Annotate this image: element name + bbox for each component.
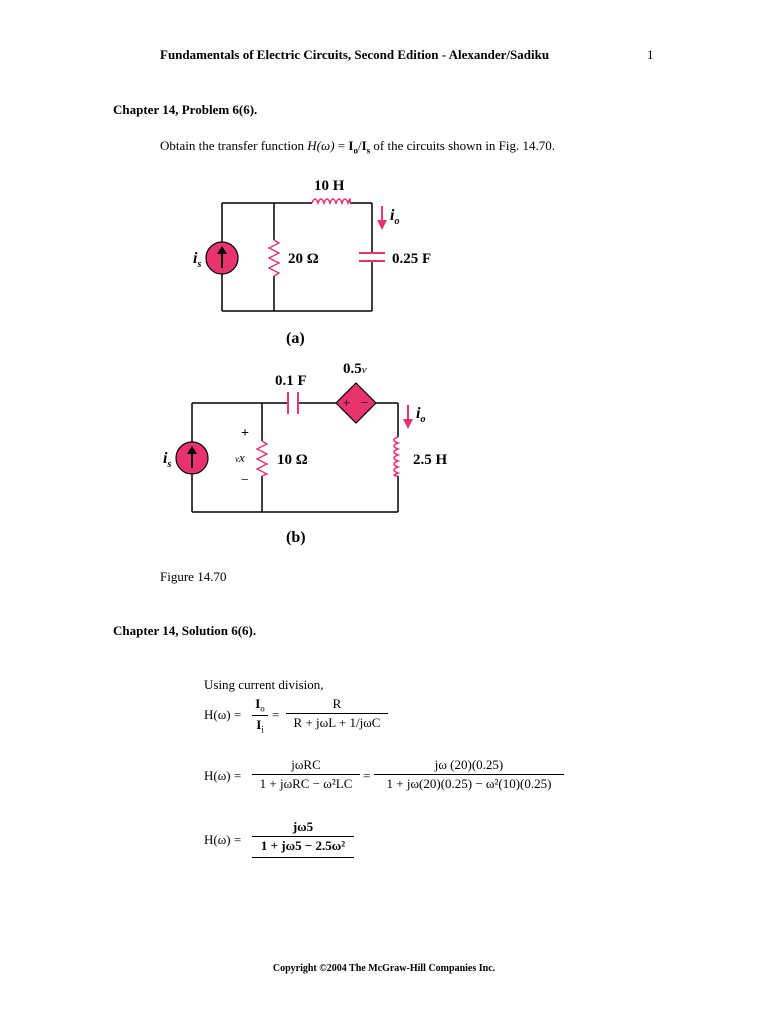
- vx-v: v: [235, 454, 239, 464]
- solution-heading: Chapter 14, Solution 6(6).: [113, 623, 257, 638]
- statement-io: I: [348, 138, 354, 153]
- inductor-b-label: 2.5 H: [413, 452, 448, 468]
- source-b-sub: s: [167, 459, 172, 470]
- vx-label: [235, 450, 245, 465]
- eq2-equals: =: [363, 768, 371, 783]
- statement-prefix: Obtain the transfer function: [160, 138, 308, 153]
- statement-suffix: of the circuits shown in Fig. 14.70.: [370, 138, 556, 153]
- eq2-f1-den: 1 + jωRC − ω²LC: [259, 776, 353, 791]
- eq1-f1-num-sub: o: [260, 703, 265, 714]
- source-a-i: i: [193, 250, 198, 267]
- dependent-source-icon: [336, 383, 376, 423]
- current-arrow-a-icon: [377, 206, 387, 230]
- statement-is-sub: s: [366, 145, 371, 156]
- dep-source-var: v: [361, 364, 367, 376]
- vx-plus: +: [241, 426, 249, 441]
- current-b-label: [416, 405, 425, 425]
- current-a-sub: o: [394, 216, 400, 227]
- capacitor-01f-icon: [288, 392, 298, 414]
- source-b-i: i: [163, 450, 168, 467]
- eq1-frac2: [286, 696, 388, 731]
- eq1-lhs: H(ω) =: [204, 707, 242, 722]
- dep-source-plus: +: [343, 395, 351, 410]
- capacitor-025f-icon: [359, 253, 385, 261]
- resistor-a-label: 20 Ω: [288, 251, 319, 267]
- eq2-frac2: [374, 757, 564, 792]
- eq3-num: jω5: [292, 819, 314, 834]
- dep-source-label: [343, 361, 367, 377]
- statement-io-sub: o: [353, 145, 358, 156]
- current-b-i: i: [416, 405, 421, 422]
- resistor-b-label: 10 Ω: [277, 452, 308, 468]
- document-header: Fundamentals of Electric Circuits, Second Edition - Alexander/Sadiku: [160, 47, 550, 62]
- eq1-frac1: [252, 696, 268, 734]
- vx-minus: −: [241, 473, 249, 488]
- source-b-label: [163, 450, 171, 470]
- capacitor-a-label: 0.25 F: [392, 251, 432, 267]
- eq3-den: 1 + jω5 − 2.5ω²: [260, 838, 346, 853]
- circuit-b-caption: (b): [286, 529, 306, 546]
- statement-func: H(ω): [307, 138, 335, 153]
- problem-heading: Chapter 14, Problem 6(6).: [113, 102, 258, 117]
- figure-caption: Figure 14.70: [160, 569, 227, 584]
- circuit-a-caption: (a): [286, 330, 305, 347]
- dep-source-gain: 0.5: [343, 361, 362, 377]
- current-a-label: [390, 207, 399, 227]
- statement-is: I: [361, 138, 367, 153]
- resistor-20ohm-icon: [269, 240, 279, 276]
- inductor-a-label: 10 H: [314, 178, 345, 194]
- statement-eq: =: [334, 138, 349, 153]
- resistor-10ohm-icon: [257, 441, 267, 476]
- eq2-f2-num: jω (20)(0.25): [434, 757, 504, 772]
- capacitor-b-label: 0.1 F: [275, 373, 307, 389]
- eq3-lhs: H(ω) =: [204, 832, 242, 847]
- copyright-footer: Copyright ©2004 The McGraw-Hill Companies Inc.: [272, 963, 496, 974]
- dep-source-minus: −: [361, 395, 369, 410]
- current-arrow-b-icon: [403, 405, 413, 429]
- eq1-f1-den-sub: i: [261, 724, 264, 735]
- source-a-label: [193, 250, 201, 270]
- eq2-f2-den: 1 + jω(20)(0.25) − ω²(10)(0.25): [386, 776, 552, 791]
- eq1-f2-den: R + jωL + 1/jωC: [293, 715, 381, 730]
- page-number: 1: [647, 47, 654, 62]
- eq2-f1-num: jωRC: [291, 757, 321, 772]
- statement-slash: /: [357, 138, 362, 153]
- eq1-f2-num: R: [332, 696, 342, 711]
- vx-x: x: [239, 450, 245, 465]
- eq1-f1-num: I: [255, 696, 261, 711]
- current-b-sub: o: [420, 414, 426, 425]
- source-a-sub: s: [197, 259, 202, 270]
- inductor-10h-icon: [312, 199, 350, 203]
- solution-intro: Using current division,: [204, 677, 324, 692]
- eq1-equals: =: [272, 707, 280, 722]
- eq1-f1-den: I: [256, 716, 262, 732]
- eq2-frac1: [252, 757, 360, 792]
- eq2-lhs: H(ω) =: [204, 768, 242, 783]
- current-a-i: i: [390, 207, 395, 224]
- current-source-b-icon: [176, 442, 208, 474]
- current-source-a-icon: [206, 242, 238, 274]
- inductor-25h-icon: [394, 437, 398, 476]
- eq3-frac: [252, 819, 354, 859]
